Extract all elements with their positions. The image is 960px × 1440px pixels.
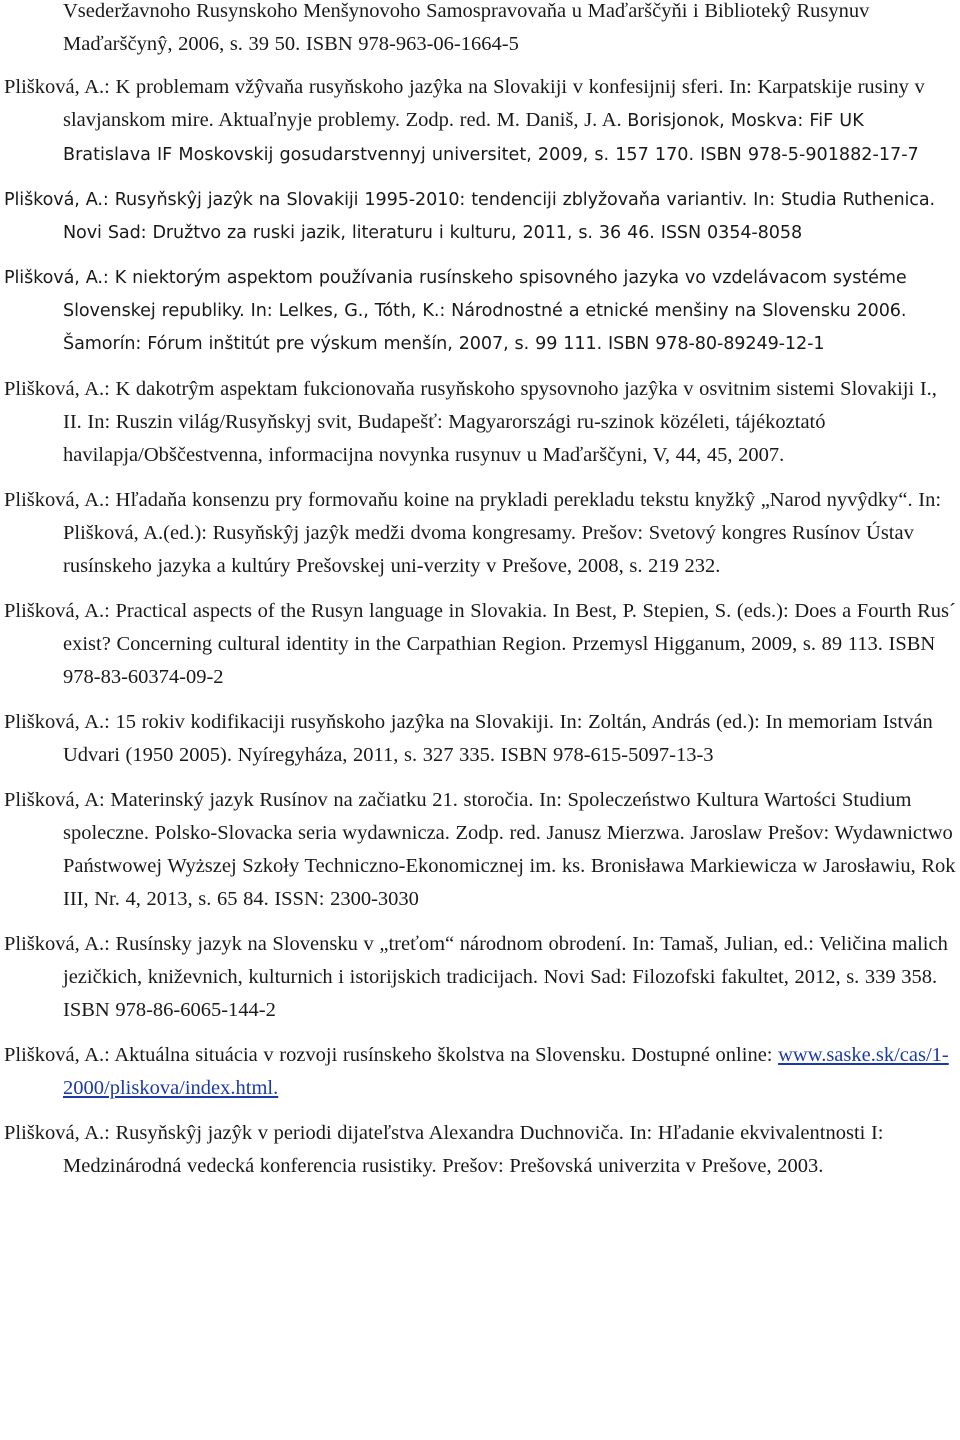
bibliography-entry: Plišková, A.: Hľadaňa konsenzu pry formovaňu koine na prykladi perekladu tekstu knyžkŷ „Narod nyvŷdky“. In: Plišková, A.(ed.): Rusyňskŷj jazŷk medži dvoma kongresamy. Prešov: Svetový kongres Rusínov Ústav rusínskeho jazyka a kultúry Prešovskej uni-verzity v Prešove, 2008, s. 219 232. <box>4 489 942 577</box>
bibliography-entry: Plišková, A.: Rusyňskŷj jazŷk v periodi dijateľstva Alexandra Duchnoviča. In: Hľadanie ekvivalentnosti I: Medzinárodná vedecká konferencia rusistiky. Prešov: Prešovská univerzita v Prešove, 2003. <box>4 1122 884 1177</box>
online-link[interactable]: www.saske.sk/cas/1-2000/pliskova/index.html. <box>63 1044 949 1099</box>
bibliography-entry-continuation: Vsederžavnoho Rusynskoho Menšynovoho Samospravovaňa u Maďarščyňi i Bibliotekŷ Rusynuv Maďarščynŷ, 2006, s. 39 50. ISBN 978-963-06-1664-5 <box>63 0 870 55</box>
entry-text: Plišková, A.: K problemam vžŷvaňa rusyňskoho jazŷka na Slovakiji v konfesijnij sferi. In: Karpatskije rusiny v slavjanskom mire. Aktuaľnyje problemy. Zodp. red. M. Daniš, J. A. <box>4 76 925 131</box>
entry-text: Plišková, A.: Aktuálna situácia v rozvoji rusínskeho školstva na Slovensku. Dostupné online: <box>4 1044 773 1066</box>
bibliography-entry: Plišková, A.: K dakotrŷm aspektam fukcionovaňa rusyňskoho spysovnoho jazŷka v osvitnim sistemi Slovakiji I., II. In: Ruszin világ/Rusyňskyj svit, Budapešť: Magyarországi ru-szinok közéleti, tájékoztató havilapja/Obščestvenna, informacijna novynka rusynuv u Maďarščyni, V, 44, 45, 2007. <box>4 378 937 466</box>
bibliography-entry: Plišková, A: Materinský jazyk Rusínov na začiatku 21. storočia. In: Spoleczeństwo Kultura Wartości Studium spoleczne. Polsko-Slovacka seria wydawnicza. Zodp. red. Janusz Mierzwa. Jaroslaw Prešov: Wydawnictwo Państwowej Wyższej Szkoły Techniczno-Ekonomicznej im. ks. Bronisława Markiewicza w Jarosławiu, Rok III, Nr. 4, 2013, s. 65 84. ISSN: 2300-3030 <box>4 789 956 910</box>
bibliography-entry <box>4 1039 956 1105</box>
bibliography-entry: Plišková, A.: Practical aspects of the Rusyn language in Slovakia. In Best, P. Stepien, S. (eds.): Does a Fourth Rus´ exist? Concerning cultural identity in the Carpathian Region. Przemysl Higganum, 2009, s. 89 113. ISBN 978-83-60374-09-2 <box>4 600 956 688</box>
bibliography-entry: Plišková, A.: Rusyňskŷj jazŷk na Slovakiji 1995-2010: tendenciji zblyžovaňa variantiv. In: Studia Ruthenica. Novi Sad: Družtvo za ruski jazik, literaturu i kulturu, 2011, s. 36 46. ISSN 0354-8058 <box>4 190 936 243</box>
bibliography-entry: Plišková, A.: K niektorým aspektom používania rusínskeho spisovného jazyka vo vzdelávacom systéme Slovenskej republiky. In: Lelkes, G., Tóth, K.: Národnostné a etnické menšiny na Slovensku 2006. Šamorín: Fórum inštitút pre výskum menšín, 2007, s. 99 111. ISBN 978-80-89249-12-1 <box>4 268 907 354</box>
bibliography-entry <box>4 71 956 172</box>
bibliography-entry: Plišková, A.: Rusínsky jazyk na Slovensku v „treťom“ národnom obrodení. In: Tamaš, Julian, ed.: Veličina malich jezičkich, kniževnich, kulturnich i istorijskich tradicijach. Novi Sad: Filozofski fakultet, 2012, s. 339 358. ISBN 978-86-6065-144-2 <box>4 933 948 1021</box>
entry-text-sans: Borisjonok, Moskva: FiF UK Bratislava IF Moskovskij gosudarstvennyj universitet, 2009, s. 157 170. ISBN 978-5-901882-17-7 <box>63 111 919 165</box>
bibliography-entry: Plišková, A.: 15 rokiv kodifikaciji rusyňskoho jazŷka na Slovakiji. In: Zoltán, András (ed.): In memoriam István Udvari (1950 2005). Nyíregyháza, 2011, s. 327 335. ISBN 978-615-5097-13-3 <box>4 711 933 766</box>
